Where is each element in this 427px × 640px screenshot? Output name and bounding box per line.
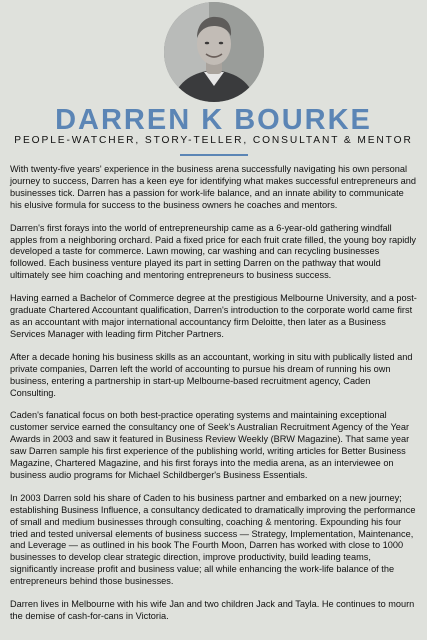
bio-paragraph: In 2003 Darren sold his share of Caden to his business partner and embarked on a new journey; establishing Business Influence, a consultancy dedicated to dramatically improving the performance of small and medium businesses through consulting, coaching & mentoring. Expounding his four tried and tested universal elements of business success — Strategy, Implementation, Maintenance, and Leverage — as outlined in his book The Fourth Moon, Darren has worked with close to 1000 businesses to develop clear strategic direction, improve productivity, build leading teams, significantly increase profit and business value; all while enhancing the work-life balance of the entrepreneurs behind those businesses. — [10, 492, 416, 587]
portrait-photo — [164, 2, 264, 102]
bio-text — [10, 164, 418, 634]
bio-paragraph: Darren's first forays into the world of entrepreneurship came as a 6-year-old gathering windfall apples from a neighboring orchard. Paid a fixed price for each fruit crate filled, the young boy rapidly developed a taste for commerce. Lawn mowing, car washing and can recycling businesses followed. Each business venture played its part in setting Darren on the pathway that would ultimately see him coaching and mentoring entrepreneurs to business success. — [10, 222, 417, 281]
bio-paragraph: After a decade honing his business skills as an accountant, working in situ with publically listed and private companies, Darren left the world of accounting to pursue his dream of running his own business, entering a partnership in start-up Melbourne-based recruitment agency, Caden Consulting. — [10, 351, 413, 398]
title-divider — [180, 154, 248, 156]
bio-paragraph: Caden's fanatical focus on both best-practice operating systems and maintaining exceptional customer service earned the consultancy one of Seek's Australian Recruitment Agency of the Year Awards in 2003 and saw it featured in Business Review Weekly (BRW Magazine). That same year saw Darren sample his first experience of the publishing world, writing articles for Better Business Magazine, Chartered Magazine, and his first forays into the media arena, as an interviewee on business audio programs for Michael Schildberger's Business Essentials. — [10, 410, 410, 480]
profile-name: DARREN K BOURKE — [55, 104, 372, 136]
bio-paragraph: Darren lives in Melbourne with his wife Jan and two children Jack and Tayla. He continues to mourn the demise of cash-for-cans in Victoria. — [10, 599, 415, 621]
bio-paragraph: Having earned a Bachelor of Commerce degree at the prestigious Melbourne University, and a post-graduate Chartered Accountant qualification, Darren's introduction to the corporate world came first as an accountant with major international accountancy firm Deloitte, then later as a Business Services Manager with leading firm Pitcher Partners. — [10, 293, 417, 339]
bio-paragraph: With twenty-five years' experience in the business arena successfully navigating his own personal journey to success, Darren has a keen eye for identifying what makes successful entrepreneurs and businesses tick. Darren has a passion for work-life balance, and an innate ability to communicate his elusive formula for success to the business owners he coaches and mentors. — [10, 164, 416, 210]
profile-tagline: PEOPLE-WATCHER, STORY-TELLER, CONSULTANT & MENTOR — [14, 135, 413, 146]
avatar — [164, 2, 264, 102]
